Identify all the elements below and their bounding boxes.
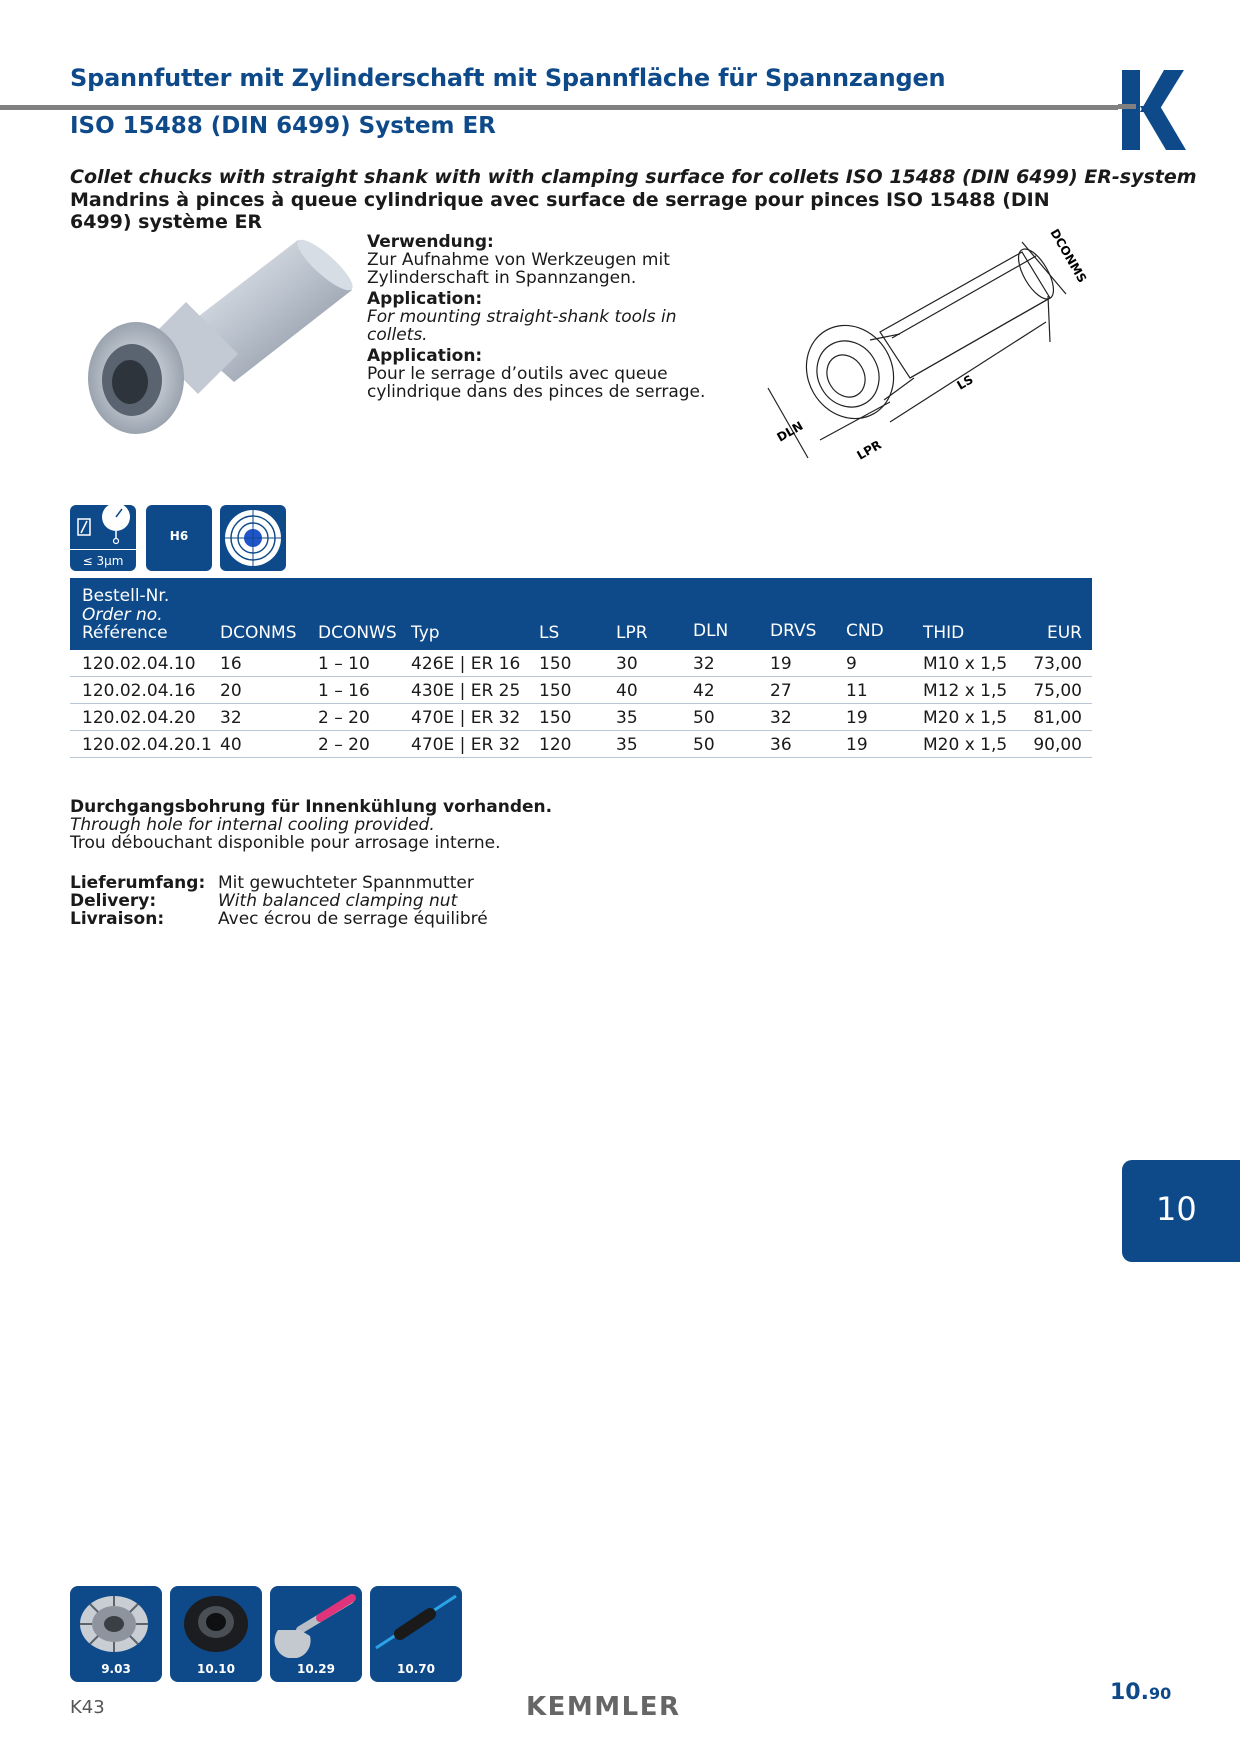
- cell-cnd: 9: [846, 654, 857, 674]
- cell-thid: M12 x 1,5: [923, 681, 1008, 701]
- accessory-wrench-label: 10.29: [297, 1662, 335, 1676]
- cell-typ: 470E | ER 32: [411, 708, 521, 728]
- cell-dconms: 40: [220, 735, 242, 755]
- header-ref-en: Order no.: [82, 605, 163, 625]
- norm-title: ISO 15488 (DIN 6499) System ER: [70, 113, 496, 139]
- note-en: Through hole for internal cooling provided.: [70, 815, 435, 835]
- cell-cnd: 19: [846, 708, 868, 728]
- footer-brand: KEMMLER: [526, 1692, 681, 1722]
- note-de: Durchgangsbohrung für Innenkühlung vorhanden.: [70, 797, 553, 817]
- delivery-de-text: Mit gewuchteter Spannmutter: [218, 873, 474, 893]
- cell-drvs: 36: [770, 735, 792, 755]
- usage-fr-label: Application:: [367, 346, 483, 366]
- cell-ls: 150: [539, 708, 572, 728]
- accessory-nut-label: 10.10: [197, 1662, 235, 1676]
- cell-eur: 73,00: [1033, 654, 1082, 674]
- cell-lpr: 30: [616, 654, 638, 674]
- table-header: [70, 578, 1092, 650]
- header-eur: EUR: [1047, 623, 1082, 643]
- header-cnd: CND: [846, 621, 884, 641]
- cell-ref: 120.02.04.20: [82, 708, 196, 728]
- accessory-nut[interactable]: [170, 1586, 262, 1682]
- usage-de-label: Verwendung:: [367, 232, 494, 252]
- subtitle-english: Collet chucks with straight shank with with clamping surface for collets ISO 15488 (DIN 6499) ER-system: [70, 166, 1197, 188]
- catalog-code: K43: [70, 1697, 105, 1718]
- delivery-fr-label: Livraison:: [70, 909, 165, 929]
- chapter-number: 10: [1156, 1190, 1197, 1228]
- cell-eur: 81,00: [1033, 708, 1082, 728]
- runout-label: ≤ 3µm: [82, 554, 124, 568]
- delivery-en-label: Delivery:: [70, 891, 157, 911]
- label-dconms: DCONMS: [1047, 226, 1090, 286]
- tolerance-badge: [146, 505, 212, 571]
- dial-gauge-icon: [70, 505, 136, 549]
- target-icon: [220, 505, 286, 571]
- cell-lpr: 35: [616, 735, 638, 755]
- cell-lpr: 35: [616, 708, 638, 728]
- cell-drvs: 32: [770, 708, 792, 728]
- delivery-fr-text: Avec écrou de serrage équilibré: [218, 909, 488, 929]
- cell-drvs: 19: [770, 654, 792, 674]
- cell-ls: 150: [539, 681, 572, 701]
- page-title: Spannfutter mit Zylinderschaft mit Spannfläche für Spannzangen: [70, 64, 946, 92]
- coolant-tube-icon: [370, 1586, 462, 1658]
- cell-dconws: 1 – 10: [318, 654, 370, 674]
- header-dconms: DCONMS: [220, 623, 297, 643]
- page-number: [1110, 1680, 1171, 1705]
- cell-ref: 120.02.04.10: [82, 654, 196, 674]
- cell-dconms: 20: [220, 681, 242, 701]
- table-row: [70, 731, 1092, 758]
- label-ls: LS: [954, 372, 976, 393]
- cooling-note: [70, 798, 552, 852]
- header-dln: DLN: [693, 621, 729, 641]
- label-dln: DLN: [774, 418, 806, 445]
- clamping-nut-icon: [170, 1586, 262, 1658]
- cell-dconws: 2 – 20: [318, 735, 370, 755]
- accessory-coolant[interactable]: [370, 1586, 462, 1682]
- cell-drvs: 27: [770, 681, 792, 701]
- subtitle-french: Mandrins à pinces à queue cylindrique avec surface de serrage pour pinces ISO 15488 (DIN 6499) système ER: [70, 189, 1050, 233]
- product-table: [70, 578, 1092, 758]
- cell-typ: 426E | ER 16: [411, 654, 521, 674]
- accessory-coolant-label: 10.70: [397, 1662, 435, 1676]
- cell-ref: 120.02.04.16: [82, 681, 196, 701]
- label-lpr: LPR: [854, 437, 884, 463]
- technical-drawing: [760, 222, 1100, 472]
- cell-eur: 90,00: [1033, 735, 1082, 755]
- cell-thid: M10 x 1,5: [923, 654, 1008, 674]
- cell-cnd: 11: [846, 681, 868, 701]
- chapter-tab[interactable]: [1122, 1160, 1240, 1262]
- collet-icon: [70, 1586, 162, 1658]
- table-row: [70, 677, 1092, 704]
- cell-typ: 430E | ER 25: [411, 681, 521, 701]
- tolerance-label: H6: [169, 529, 189, 543]
- usage-en-text: For mounting straight-shank tools in collets.: [367, 307, 677, 345]
- product-photo: [66, 232, 362, 442]
- cell-dln: 42: [693, 681, 715, 701]
- cell-dln: 50: [693, 708, 715, 728]
- header-thid: THID: [923, 623, 965, 643]
- delivery-de-label: Lieferumfang:: [70, 873, 206, 893]
- cell-ref: 120.02.04.20.1: [82, 735, 212, 755]
- cell-dconms: 32: [220, 708, 242, 728]
- balancing-badge: [220, 505, 286, 571]
- cell-typ: 470E | ER 32: [411, 735, 521, 755]
- cell-ls: 150: [539, 654, 572, 674]
- delivery-block: [70, 874, 488, 928]
- cell-lpr: 40: [616, 681, 638, 701]
- runout-badge: [70, 505, 136, 571]
- cell-thid: M20 x 1,5: [923, 708, 1008, 728]
- cell-dln: 50: [693, 735, 715, 755]
- usage-fr-text: Pour le serrage d’outils avec queue cylindrique dans des pinces de serrage.: [367, 364, 706, 402]
- accessory-collet[interactable]: [70, 1586, 162, 1682]
- usage-de-text: Zur Aufnahme von Werkzeugen mit Zylinderschaft in Spannzangen.: [367, 250, 670, 288]
- cell-thid: M20 x 1,5: [923, 735, 1008, 755]
- page-number-main: 10.: [1110, 1680, 1149, 1705]
- note-fr: Trou débouchant disponible pour arrosage interne.: [70, 833, 501, 853]
- cell-dconws: 2 – 20: [318, 708, 370, 728]
- header-dconws: DCONWS: [318, 623, 397, 643]
- cell-dln: 32: [693, 654, 715, 674]
- accessory-collet-label: 9.03: [101, 1662, 131, 1676]
- table-row: [70, 650, 1092, 677]
- header-lpr: LPR: [616, 623, 648, 643]
- cell-eur: 75,00: [1033, 681, 1082, 701]
- header-ref-fr: Référence: [82, 623, 168, 643]
- header-drvs: DRVS: [770, 621, 817, 641]
- header-typ: Typ: [411, 623, 440, 643]
- cell-cnd: 19: [846, 735, 868, 755]
- usage-block: [367, 233, 727, 401]
- header-rule: [0, 105, 1118, 110]
- cell-dconms: 16: [220, 654, 242, 674]
- usage-en-label: Application:: [367, 289, 483, 309]
- cell-dconws: 1 – 16: [318, 681, 370, 701]
- header-ls: LS: [539, 623, 560, 643]
- cell-ls: 120: [539, 735, 572, 755]
- table-row: [70, 704, 1092, 731]
- wrench-icon: [270, 1586, 362, 1658]
- header-ref-de: Bestell-Nr.: [82, 586, 170, 606]
- kemmler-logo-icon: [1118, 68, 1190, 150]
- page-number-sub: 90: [1148, 1684, 1172, 1703]
- accessory-wrench[interactable]: [270, 1586, 362, 1682]
- delivery-en-text: With balanced clamping nut: [218, 891, 458, 911]
